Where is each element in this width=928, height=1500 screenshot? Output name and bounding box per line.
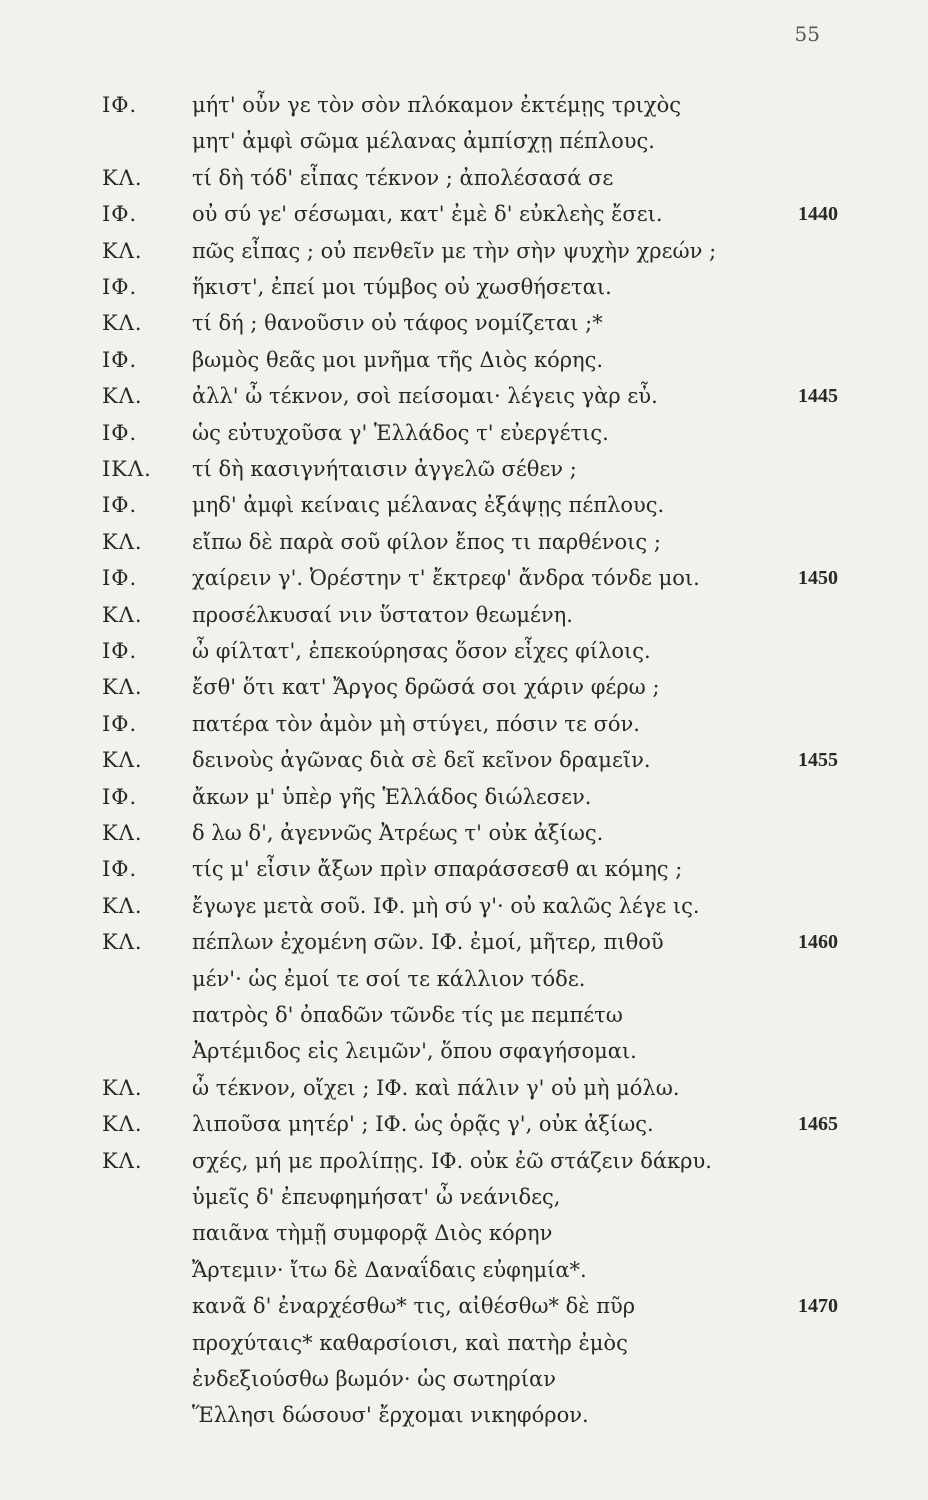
verse-line xyxy=(0,889,928,923)
speaker-label: ΙΦ. xyxy=(102,493,138,518)
verse-line xyxy=(0,1144,928,1178)
verse-text: προχύταις* καθαρσίοισι, καὶ πατὴρ ἐμὸς xyxy=(192,1330,628,1355)
line-number: 1455 xyxy=(798,749,838,772)
verse-line xyxy=(0,670,928,704)
verse-text: παιᾶνα τὴμῇ συμφορᾷ Διὸς κόρην xyxy=(192,1221,553,1246)
verse-text: τίς μ' εἶσιν ἄξων πρὶν σπαράσσεσθ αι κόμης ; xyxy=(192,857,683,882)
verse-text: ὦ φίλτατ', ἐπεκούρησας ὅσον εἶχες φίλοις. xyxy=(192,639,651,663)
verse-text: πῶς εἶπας ; οὐ πενθεῖν με τὴν σὴν ψυχὴν χρεών ; xyxy=(192,238,717,263)
speaker-label: ΙΦ. xyxy=(102,784,138,809)
verse-text: εἴπω δὲ παρὰ σοῦ φίλον ἔπος τι παρθένοις ; xyxy=(192,529,661,554)
speaker-label: ΚΛ. xyxy=(102,311,143,336)
verse-text: σχές, μή με προλίπῃς. ΙΦ. οὐκ ἐῶ στάζειν δάκρυ. xyxy=(192,1148,712,1173)
speaker-label: ΚΛ. xyxy=(102,1112,143,1137)
verse-line xyxy=(0,707,928,741)
verse-line xyxy=(0,1180,928,1214)
verse-line xyxy=(0,379,928,413)
speaker-label: ΚΛ. xyxy=(102,602,143,627)
verse-line xyxy=(0,488,928,522)
speaker-label: ΙΦ. xyxy=(102,93,138,117)
speaker-label: ΙΦ. xyxy=(102,202,138,227)
speaker-label: ΚΛ. xyxy=(102,930,143,955)
verse-text: μέν'· ὡς ἐμοί τε σοί τε κάλλιον τόδε. xyxy=(192,966,586,991)
verse-line xyxy=(0,852,928,886)
verse-line xyxy=(0,816,928,850)
speaker-label: ΙΦ. xyxy=(102,857,138,882)
verse-line xyxy=(0,962,928,996)
line-number: 1450 xyxy=(798,567,838,590)
speaker-label: ΙΦ. xyxy=(102,347,138,372)
line-number: 1460 xyxy=(798,931,838,954)
verse-line xyxy=(0,1034,928,1068)
verse-line xyxy=(0,452,928,486)
verse-line xyxy=(0,1362,928,1396)
verse-text: δεινοὺς ἀγῶνας διὰ σὲ δεῖ κεῖνον δραμεῖν. xyxy=(192,748,651,773)
verse-text: κανᾶ δ' ἐναρχέσθω* τις, αἰθέσθω* δὲ πῦρ xyxy=(192,1294,636,1319)
speaker-label: ΚΛ. xyxy=(102,1148,143,1173)
verse-line xyxy=(0,1289,928,1323)
speaker-label: ΚΛ. xyxy=(102,384,143,409)
speaker-label: ΚΛ. xyxy=(102,748,143,773)
verse-text: βωμὸς θεᾶς μοι μνῆμα τῆς Διὸς κόρης. xyxy=(192,347,604,372)
line-number: 1470 xyxy=(798,1295,838,1318)
verse-line xyxy=(0,998,928,1032)
verse-line xyxy=(0,561,928,595)
verse-line xyxy=(0,197,928,231)
verse-line xyxy=(0,598,928,632)
speaker-label: ΙΚΛ. xyxy=(102,457,152,481)
speaker-label: ΚΛ. xyxy=(102,1075,143,1100)
verse-line xyxy=(0,1398,928,1432)
verse-text: Ἄρτεμιν· ἴτω δὲ Δαναΐδαις εὐφημία*. xyxy=(192,1257,587,1282)
speaker-label: ΚΛ. xyxy=(102,675,143,700)
speaker-label: ΚΛ. xyxy=(102,238,143,263)
verse-line xyxy=(0,1253,928,1287)
verse-text: ἄκων μ' ὑπὲρ γῆς Ἑλλάδος διώλεσεν. xyxy=(192,784,592,809)
speaker-label: ΚΛ. xyxy=(102,893,143,918)
verse-text: μηδ' ἀμφὶ κείναις μέλανας ἐξάψῃς πέπλους. xyxy=(192,493,665,518)
verse-text: ὑμεῖς δ' ἐπευφημήσατ' ὦ νεάνιδες, xyxy=(192,1185,561,1209)
verse-line xyxy=(0,88,928,122)
verse-text: πέπλων ἐχομένη σῶν. ΙΦ. ἐμοί, μῆτερ, πιθοῦ xyxy=(192,930,664,955)
verse-line xyxy=(0,780,928,814)
verse-line xyxy=(0,1071,928,1105)
speaker-label: ΙΦ. xyxy=(102,275,138,299)
verse-line xyxy=(0,925,928,959)
verse-text: πατρὸς δ' ὀπαδῶν τῶνδε τίς με πεμπέτω xyxy=(192,1003,623,1027)
speaker-label: ΙΦ. xyxy=(102,711,138,736)
line-number: 1465 xyxy=(798,1113,838,1136)
verse-line xyxy=(0,1216,928,1250)
speaker-label: ΚΛ. xyxy=(102,165,143,190)
verse-text: οὐ σύ γε' σέσωμαι, κατ' ἐμὲ δ' εὐκλεὴς ἔσει. xyxy=(192,202,663,227)
page-number: 55 xyxy=(794,22,820,46)
verse-text: δ λω δ', ἀγεννῶς Ἀτρέως τ' οὐκ ἀξίως. xyxy=(192,821,604,845)
line-number: 1440 xyxy=(798,203,838,226)
speaker-label: ΚΛ. xyxy=(102,529,143,554)
verse-text: ὡς εὐτυχοῦσα γ' Ἑλλάδος τ' εὐεργέτις. xyxy=(192,420,609,445)
verse-line xyxy=(0,525,928,559)
verse-line xyxy=(0,234,928,268)
verse-text: λιποῦσα μητέρ' ; ΙΦ. ὡς ὁρᾷς γ', οὐκ ἀξίως. xyxy=(192,1112,654,1137)
speaker-label: ΙΦ. xyxy=(102,566,138,591)
verse-text: ἐνδεξιούσθω βωμόν· ὡς σωτηρίαν xyxy=(192,1367,556,1391)
verse-text: πατέρα τὸν ἀμὸν μὴ στύγει, πόσιν τε σόν. xyxy=(192,711,640,736)
verse-line xyxy=(0,1326,928,1360)
verse-text: ἀλλ' ὦ τέκνον, σοὶ πείσομαι· λέγεις γὰρ εὖ. xyxy=(192,384,658,409)
verse-line xyxy=(0,270,928,304)
verse-text: τί δὴ τόδ' εἶπας τέκνον ; ἀπολέσασά σε xyxy=(192,165,614,190)
verse-line xyxy=(0,1107,928,1141)
verse-text: ἥκιστ', ἐπεί μοι τύμβος οὐ χωσθήσεται. xyxy=(192,275,612,299)
verse-line xyxy=(0,416,928,450)
verse-line xyxy=(0,124,928,158)
verse-line xyxy=(0,634,928,668)
verse-line xyxy=(0,743,928,777)
verse-text: προσέλκυσαί νιν ὕστατον θεωμένη. xyxy=(192,602,573,627)
verse-line xyxy=(0,343,928,377)
verse-text: μητ' ἀμφὶ σῶμα μέλανας ἀμπίσχῃ πέπλους. xyxy=(192,129,655,154)
speaker-label: ΚΛ. xyxy=(102,821,143,845)
verse-text: ἔσθ' ὅτι κατ' Ἄργος δρῶσά σοι χάριν φέρω ; xyxy=(192,675,660,700)
verse-line xyxy=(0,161,928,195)
verse-text: τί δή ; θανοῦσιν οὐ τάφος νομίζεται ;* xyxy=(192,311,603,336)
verse-text: Ἕλλησι δώσουσ' ἔρχομαι νικηφόρον. xyxy=(192,1403,589,1428)
verse-text: μήτ' οὖν γε τὸν σὸν πλόκαμον ἐκτέμῃς τριχὸς xyxy=(192,93,682,117)
verse-text: χαίρειν γ'. Ὀρέστην τ' ἔκτρεφ' ἄνδρα τόνδε μοι. xyxy=(192,566,700,591)
verse-text: Ἀρτέμιδος εἰς λειμῶν', ὅπου σφαγήσομαι. xyxy=(192,1039,637,1064)
verse-line xyxy=(0,306,928,340)
verse-text: τί δὴ κασιγνήταισιν ἀγγελῶ σέθεν ; xyxy=(192,457,577,481)
speaker-label: ΙΦ. xyxy=(102,420,138,445)
speaker-label: ΙΦ. xyxy=(102,639,138,663)
line-number: 1445 xyxy=(798,385,838,408)
verse-text: ἔγωγε μετὰ σοῦ. ΙΦ. μὴ σύ γ'· οὐ καλῶς λέγε ις. xyxy=(192,893,700,918)
verse-text: ὦ τέκνον, οἴχει ; ΙΦ. καὶ πάλιν γ' οὐ μὴ μόλω. xyxy=(192,1075,680,1100)
